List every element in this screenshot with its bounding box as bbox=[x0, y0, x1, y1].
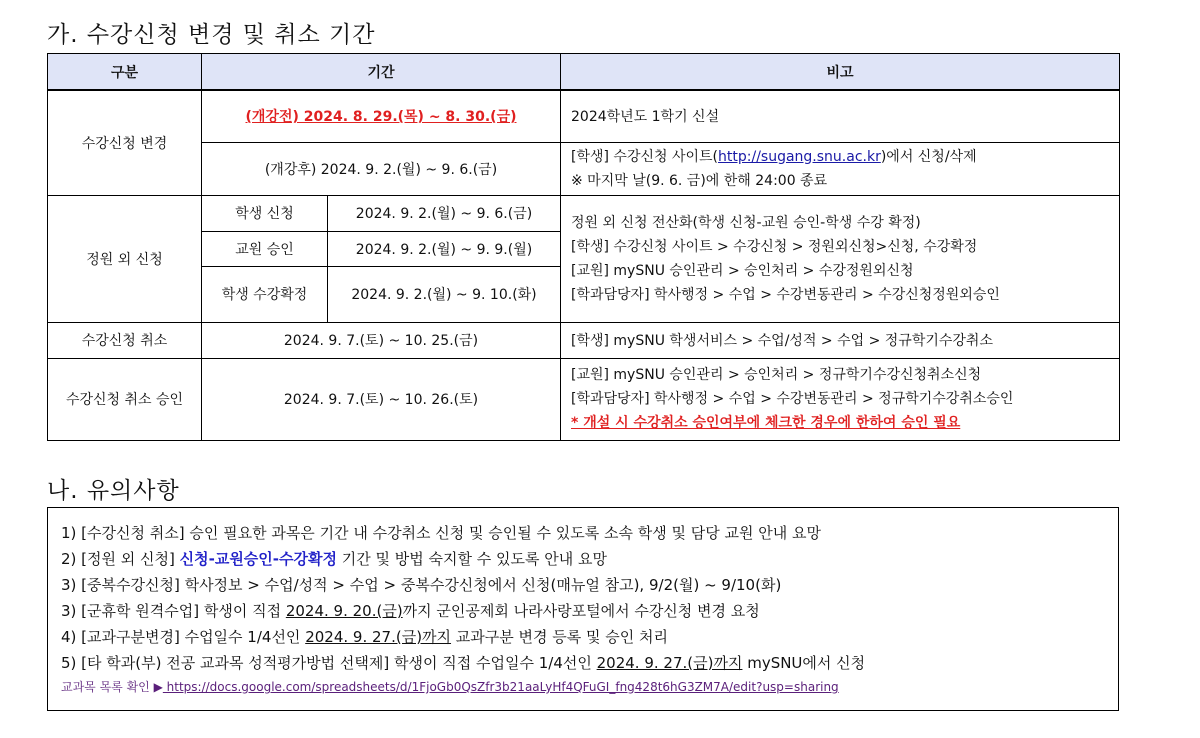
category-extra: 정원 외 신청 bbox=[48, 195, 202, 322]
period-before-start-text: (개강전) 2024. 8. 29.(목) ~ 8. 30.(금) bbox=[245, 109, 517, 126]
period-cancel: 2024. 9. 7.(토) ~ 10. 25.(금) bbox=[202, 322, 561, 358]
category-cancel-approval: 수강신청 취소 승인 bbox=[48, 358, 202, 440]
section-heading-period: 가. 수강신청 변경 및 취소 기간 bbox=[47, 22, 376, 48]
note-emphasis: 신청-교원승인-수강확정 bbox=[179, 550, 337, 568]
category-change: 수강신청 변경 bbox=[48, 90, 202, 195]
remark-change bbox=[561, 142, 1120, 195]
sugang-site-link[interactable]: http://sugang.snu.ac.kr bbox=[718, 148, 881, 165]
course-list-link[interactable]: https://docs.google.com/spreadsheets/d/1FjoGb0QsZfr3b21aaLyHf4QFuGI_fng428t6hG3ZM7A/edit?usp=sharing bbox=[162, 680, 839, 694]
table-row bbox=[48, 142, 1120, 195]
note-item: 3) [중복수강신청] 학사정보 > 수업/성적 > 수업 > 중복수강신청에서 신청(매뉴얼 참고), 9/2(월) ~ 9/10(화) bbox=[61, 576, 782, 594]
remark-cancel: [학생] mySNU 학생서비스 > 수업/성적 > 수업 > 정규학기수강취소 bbox=[561, 322, 1120, 358]
remark-line: [학과담당자] 학사행정 > 수업 > 수강변동관리 > 정규학기수강취소승인 bbox=[571, 391, 1014, 407]
remark-line: 정원 외 신청 전산화(학생 신청-교원 승인-학생 수강 확정) bbox=[571, 214, 921, 231]
approval-warning: * 개설 시 수강취소 승인여부에 체크한 경우에 한하여 승인 필요 bbox=[571, 415, 961, 431]
header-category: 구분 bbox=[48, 54, 202, 91]
course-list-label: 교과목 목록 확인 ▶ bbox=[61, 680, 163, 694]
remark-extra bbox=[561, 195, 1120, 322]
note-item: 5) [타 학과(부) 전공 교과목 성적평가방법 선택제] 학생이 직접 수업일수 1/4선인 2024. 9. 27.(금)까지 mySNU에서 신청 bbox=[61, 654, 866, 672]
remark-line: [교원] mySNU 승인관리 > 승인처리 > 정규학기수강신청취소신청 bbox=[571, 367, 982, 383]
extra-step-label: 학생 신청 bbox=[202, 195, 328, 231]
note-deadline: 2024. 9. 27.(금)까지 bbox=[596, 654, 743, 672]
note-item: 2) [정원 외 신청] 신청-교원승인-수강확정 기간 및 방법 숙지할 수 있도록 안내 요망 bbox=[61, 550, 607, 568]
section-heading-notes: 나. 유의사항 bbox=[47, 478, 180, 504]
extra-step-label: 교원 승인 bbox=[202, 231, 328, 266]
header-period: 기간 bbox=[202, 54, 561, 91]
period-cancel-approval: 2024. 9. 7.(토) ~ 10. 26.(토) bbox=[202, 358, 561, 440]
category-cancel: 수강신청 취소 bbox=[48, 322, 202, 358]
table-header-row bbox=[48, 54, 1120, 91]
remark-line: [학생] 수강신청 사이트 > 수강신청 > 정원외신청>신청, 수강확정 bbox=[571, 238, 978, 255]
period-before-start bbox=[202, 90, 561, 142]
remark-new: 2024학년도 1학기 신설 bbox=[561, 90, 1120, 142]
table-row bbox=[48, 195, 1120, 231]
remark-line: [학생] 수강신청 사이트(http://sugang.snu.ac.kr)에서 신청/삭제 bbox=[571, 148, 977, 165]
header-remarks: 비고 bbox=[561, 54, 1120, 91]
remark-line: [학과담당자] 학사행정 > 수업 > 수강변동관리 > 수강신청정원외승인 bbox=[571, 286, 1000, 303]
note-deadline: 2024. 9. 27.(금)까지 bbox=[305, 628, 452, 646]
schedule-table bbox=[47, 53, 1120, 441]
extra-step-period: 2024. 9. 2.(월) ~ 9. 9.(월) bbox=[328, 231, 561, 266]
period-after-start: (개강후) 2024. 9. 2.(월) ~ 9. 6.(금) bbox=[202, 142, 561, 195]
note-item: 4) [교과구분변경] 수업일수 1/4선인 2024. 9. 27.(금)까지 교과구분 변경 등록 및 승인 처리 bbox=[61, 628, 669, 646]
note-item: 3) [군휴학 원격수업] 학생이 직접 2024. 9. 20.(금)까지 군인공제회 나라사랑포털에서 수강신청 변경 요청 bbox=[61, 602, 760, 620]
note-deadline: 2024. 9. 20.(금) bbox=[285, 602, 403, 620]
table-row bbox=[48, 358, 1120, 440]
table-row bbox=[48, 322, 1120, 358]
notes-box bbox=[47, 507, 1119, 711]
remark-cancel-approval bbox=[561, 358, 1120, 440]
extra-step-period: 2024. 9. 2.(월) ~ 9. 6.(금) bbox=[328, 195, 561, 231]
note-item: 1) [수강신청 취소] 승인 필요한 과목은 기간 내 수강취소 신청 및 승인될 수 있도록 소속 학생 및 담당 교원 안내 요망 bbox=[61, 524, 822, 542]
remark-line: [교원] mySNU 승인관리 > 승인처리 > 수강정원외신청 bbox=[571, 262, 914, 279]
extra-step-period: 2024. 9. 2.(월) ~ 9. 10.(화) bbox=[328, 266, 561, 322]
extra-step-label: 학생 수강확정 bbox=[202, 266, 328, 322]
remark-line: ※ 마지막 날(9. 6. 금)에 한해 24:00 종료 bbox=[571, 172, 828, 189]
table-row bbox=[48, 90, 1120, 142]
course-list-line bbox=[61, 676, 1118, 698]
